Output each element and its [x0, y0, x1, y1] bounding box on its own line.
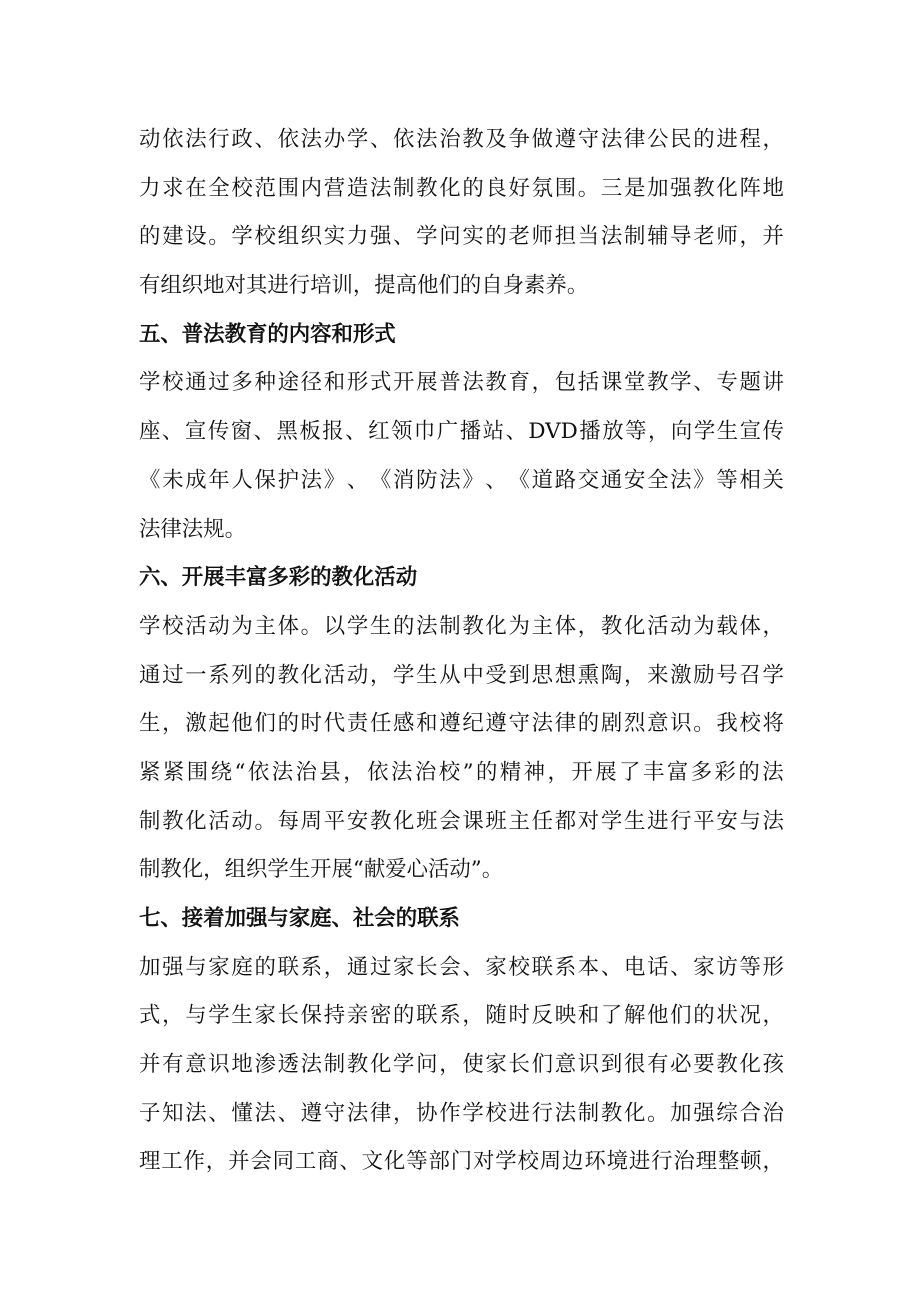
section-heading — [139, 895, 784, 944]
text-line: 生 ， 激 起 他 们 的 时 代 责 任 感 和 遵 纪 遵 守 法 律 的 剧 烈 意 识 。 我 校 将 — [139, 711, 784, 737]
body-paragraph — [139, 603, 784, 895]
section-heading — [139, 554, 784, 603]
text-line: 制 教 化 活 动 。 每 周 平 安 教 化 班 会 课 班 主 任 都 对 学 生 进 行 平 安 与 法 — [139, 808, 784, 834]
document-page — [139, 116, 784, 1187]
heading-text: 七、接着加强与家庭、社会的联系 — [139, 906, 460, 931]
section-heading — [139, 311, 784, 360]
text-line: 有组织地对其进行培训，提高他们的自身素养。 — [139, 273, 589, 299]
text-line: 理 工 作 ， 并 会 同 工 商 、 文 化 等 部 门 对 学 校 周 边 环 境 进 行 治 理 整 顿 ， — [139, 1149, 784, 1175]
heading-text: 六、开展丰富多彩的教化活动 — [139, 565, 418, 591]
text-line: 力 求 在 全 校 范 围 内 营 造 法 制 教 化 的 良 好 氛 围 。 三 是 加 强 教 化 阵 地 — [139, 175, 784, 201]
text-line: 《 未 成 年 人 保 护 法 》 、 《 消 防 法 》 、 《 道 路 交 通 安 全 法 》 等 相 关 — [139, 467, 784, 493]
text-line: 加 强 与 家 庭 的 联 系 ， 通 过 家 长 会 、 家 校 联 系 本 、 电 话 、 家 访 等 形 — [139, 954, 784, 980]
body-paragraph — [139, 116, 784, 311]
text-line: 法律法规。 — [139, 516, 246, 542]
text-line: 紧 紧 围 绕 “ 依 法 治 县 ， 依 法 治 校 ” 的 精 神 ， 开 展 了 丰 富 多 彩 的 法 — [139, 759, 784, 785]
text-line: 式 ， 与 学 生 家 长 保 持 亲 密 的 联 系 ， 随 时 反 映 和 了 解 他 们 的 状 况 ， — [139, 1003, 784, 1029]
text-line: 座 、 宣 传 窗 、 黑 板 报 、 红 领 巾 广 播 站 、 DVD 播 放 等 ， 向 学 生 宣 传 — [139, 419, 784, 445]
text-line: 学 校 通 过 多 种 途 径 和 形 式 开 展 普 法 教 育 ， 包 括 课 堂 教 学 、 专 题 讲 — [139, 370, 784, 396]
text-line: 通 过 一 系 列 的 教 化 活 动 ， 学 生 从 中 受 到 思 想 熏 陶 ， 来 激 励 号 召 学 — [139, 662, 784, 688]
text-line: 制教化，组织学生开展“献爱心活动”。 — [139, 857, 504, 883]
text-line: 并 有 意 识 地 渗 透 法 制 教 化 学 问 ， 使 家 长 们 意 识 到 很 有 必 要 教 化 孩 — [139, 1052, 784, 1078]
body-paragraph — [139, 944, 784, 1187]
heading-text: 五、普法教育的内容和形式 — [139, 321, 396, 347]
text-line: 子 知 法 、 懂 法 、 遵 守 法 律 ， 协 作 学 校 进 行 法 制 教 化 。 加 强 综 合 治 — [139, 1100, 784, 1126]
text-line: 学 校 活 动 为 主 体 。 以 学 生 的 法 制 教 化 为 主 体 ， 教 化 活 动 为 载 体 ， — [139, 613, 784, 639]
text-line: 的 建 设 。 学 校 组 织 实 力 强 、 学 问 实 的 老 师 担 当 法 制 辅 导 老 师 ， 并 — [139, 224, 784, 250]
body-paragraph — [139, 359, 784, 554]
text-line: 动 依 法 行 政 、 依 法 办 学 、 依 法 治 教 及 争 做 遵 守 法 律 公 民 的 进 程 ， — [139, 127, 784, 152]
